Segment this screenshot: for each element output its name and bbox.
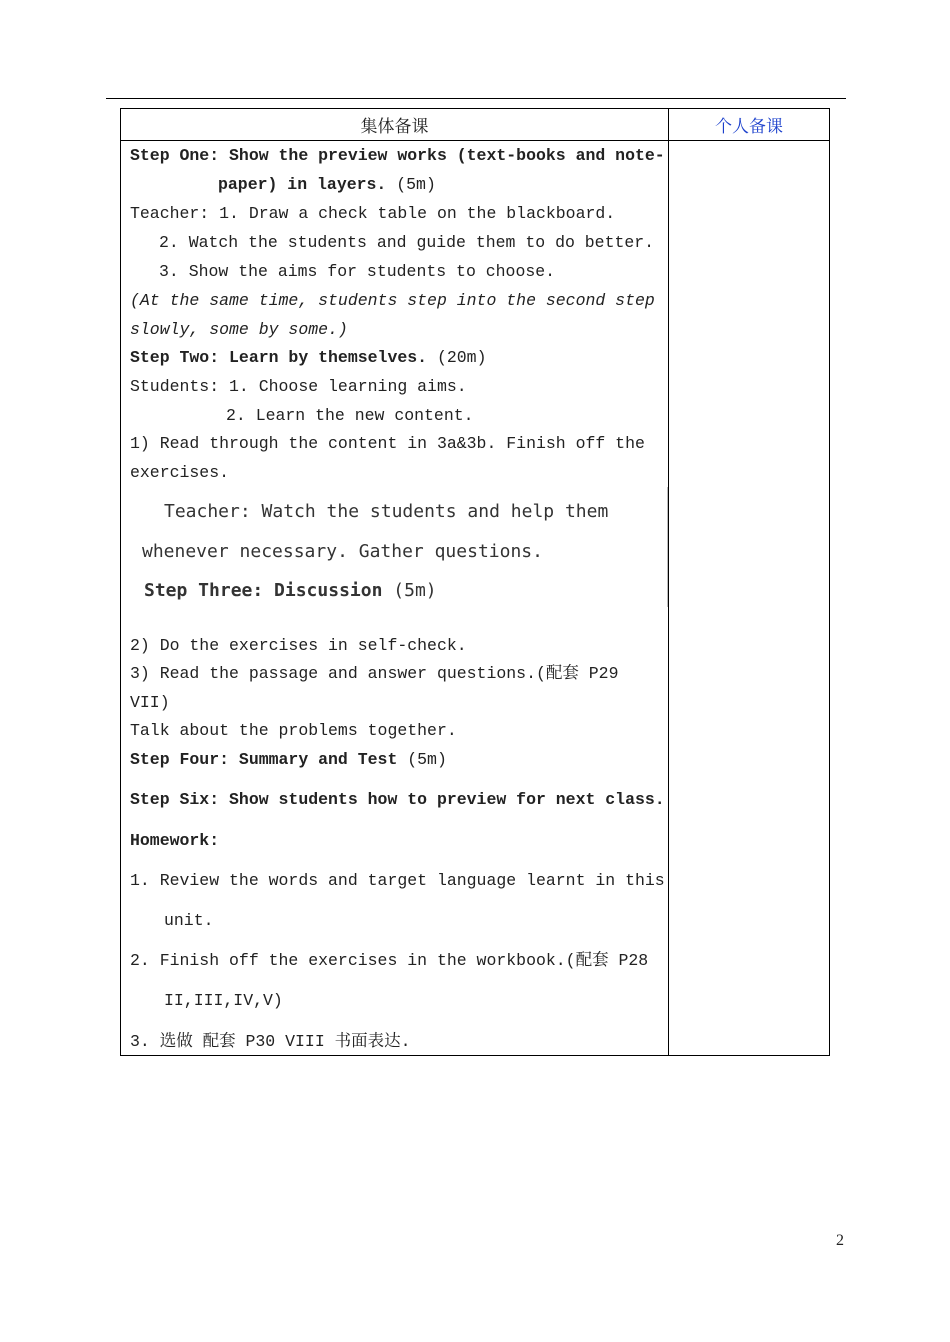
snapshot-step-three-text: Step Three: Discussion	[144, 580, 383, 601]
snapshot-step-three-line	[144, 580, 437, 601]
teacher-item-1: Teacher: 1. Draw a check table on the blackboard.	[130, 204, 616, 223]
step-four-time: (5m)	[407, 750, 447, 769]
students-item-1: Students: 1. Choose learning aims.	[130, 377, 467, 396]
read-passage-ref: VII)	[130, 693, 170, 712]
step-six-line: Step Six: Show students how to preview for next class.	[130, 790, 665, 809]
step-two-time: (20m)	[436, 348, 487, 367]
step-one-time: (5m)	[396, 175, 436, 194]
header-group-planning: 集体备课	[360, 117, 429, 137]
step-four-text: Step Four: Summary and Test	[130, 750, 398, 769]
homework-item-3: 3. 选做 配套 P30 VIII 书面表达.	[130, 1032, 411, 1051]
step-four-line	[130, 750, 447, 770]
lesson-plan-table	[120, 108, 830, 1056]
step-two-line	[130, 348, 486, 368]
read-through-line: 1) Read through the content in 3a&3b. Finish off the	[130, 434, 645, 453]
homework-item-1-cont: unit.	[164, 911, 214, 930]
snapshot-whenever-line: whenever necessary. Gather questions.	[142, 541, 543, 562]
snapshot-edge	[667, 487, 668, 607]
talk-line: Talk about the problems together.	[130, 721, 457, 740]
homework-heading: Homework:	[130, 831, 220, 850]
top-rule	[106, 98, 846, 99]
exercises-line: exercises.	[130, 463, 230, 482]
pasted-text-snapshot	[130, 489, 668, 609]
column-divider	[668, 109, 669, 1055]
students-item-2: 2. Learn the new content.	[226, 406, 474, 425]
step-one-line2-text: paper) in layers.	[218, 175, 387, 194]
note-line-1: (At the same time, students step into the second step	[130, 291, 655, 310]
step-one-line2	[218, 175, 436, 195]
teacher-item-3: 3. Show the aims for students to choose.	[159, 262, 556, 281]
header-personal-planning: 个人备课	[715, 117, 783, 137]
header-divider	[121, 140, 829, 141]
homework-item-2: 2. Finish off the exercises in the workbook.(配套 P28	[130, 951, 649, 970]
note-line-2: slowly, some by some.)	[130, 320, 348, 339]
step-one-line1: Step One: Show the preview works (text-books and note-	[130, 146, 665, 165]
page-number: 2	[836, 1232, 844, 1249]
self-check-line: 2) Do the exercises in self-check.	[130, 636, 467, 655]
snapshot-teacher-line: Teacher: Watch the students and help them	[164, 501, 609, 522]
homework-item-2-cont: II,III,IV,V)	[164, 991, 283, 1010]
read-passage-text: 3) Read the passage and answer questions.(配套 P29	[130, 664, 619, 683]
read-passage-line	[130, 664, 618, 684]
step-two-text: Step Two: Learn by themselves.	[130, 348, 428, 367]
snapshot-step-three-time: (5m)	[393, 580, 437, 601]
homework-item-1: 1. Review the words and target language learnt in this	[130, 871, 665, 890]
teacher-item-2: 2. Watch the students and guide them to do better.	[159, 233, 655, 252]
